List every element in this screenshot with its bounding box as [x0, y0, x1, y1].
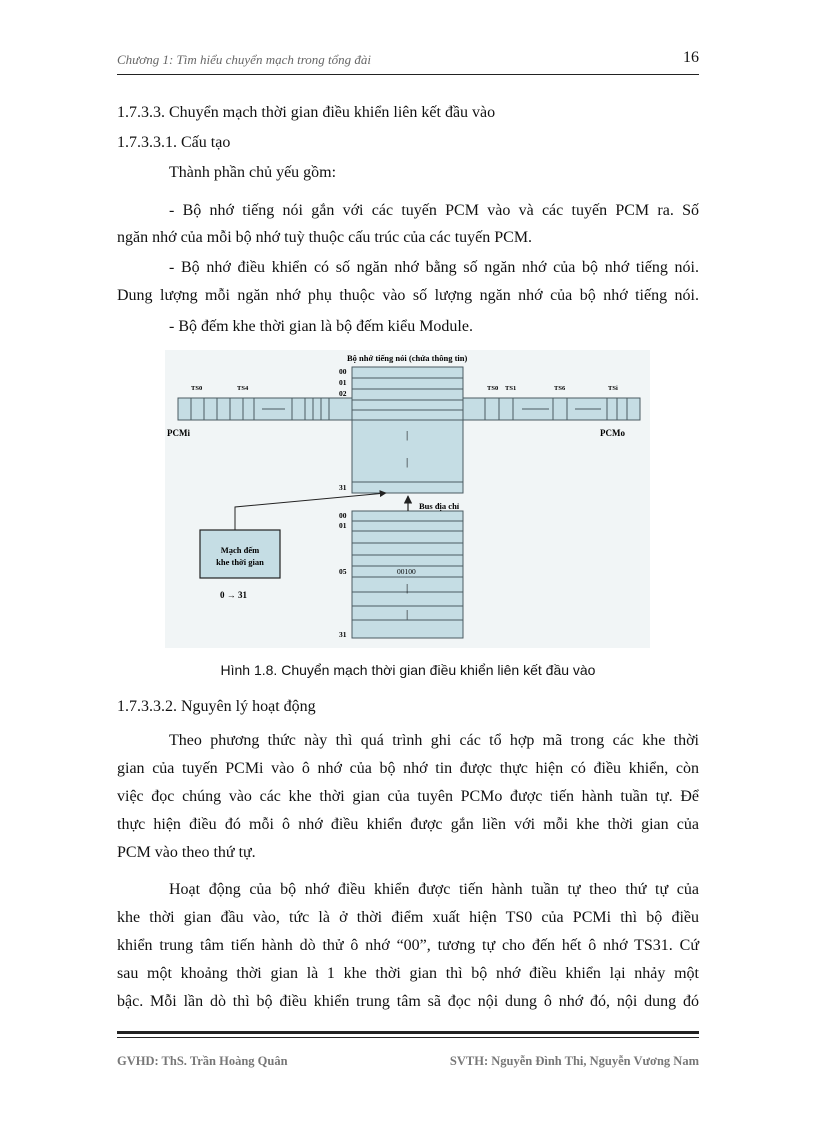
p1-line3: việc đọc chúng vào các khe thời gian của tuyên PCMo được tiến hành tuần tự. Để	[117, 788, 699, 805]
p2-line1: Hoạt động của bộ nhớ điều khiển được tiến hành tuần tự theo thứ tự của	[169, 881, 699, 898]
item1-line1: - Bộ nhớ tiếng nói gắn với các tuyến PCM vào và các tuyến PCM ra. Số	[169, 202, 699, 219]
p1-line4: thực hiện điều đó mỗi ô nhớ điều khiển được gắn liền với mỗi khe thời gian của	[117, 816, 699, 833]
speech-cell-31: 31	[339, 483, 347, 492]
speech-cell-02: 02	[339, 389, 347, 398]
item2-line1: - Bộ nhớ điều khiển có số ngăn nhớ bằng số ngăn nhớ của bộ nhớ tiếng nói.	[169, 259, 699, 276]
p2-line4: sau một khoảng thời gian là 1 khe thời gian thì bộ nhớ điều khiển lại nhảy một	[117, 965, 699, 982]
pcm-in-label: PCMi	[167, 428, 190, 438]
page-number: 16	[683, 49, 699, 66]
control-cell-05: 05	[339, 567, 347, 576]
header-rule	[117, 74, 699, 75]
footer-rule-thin	[117, 1037, 699, 1038]
p2-line5: bậc. Mỗi lần dò thì bộ điều khiển trung tâm sã đọc nội dung ô nhớ đó, nội dung đó	[117, 993, 699, 1010]
bus-label: Bus địa chỉ	[419, 501, 460, 511]
p2-line3: khiển trung tâm tiến hành dò thử ô nhớ “00”, tương tự cho đến hết ô nhớ TS31. Cứ	[117, 937, 699, 954]
pcm-in-ts0: TS0	[191, 385, 203, 392]
counter-line2: khe thời gian	[216, 557, 264, 567]
page-header	[117, 49, 699, 74]
pcm-in-frame	[178, 398, 352, 420]
footer-students: SVTH: Nguyễn Đình Thi, Nguyễn Vương Nam	[449, 1054, 699, 1068]
p1-line2: gian của tuyến PCMi vào ô nhớ của bộ nhớ tin được thực hiện có điều khiển, còn	[117, 760, 699, 777]
pcm-out-frame	[463, 398, 640, 420]
switching-diagram	[165, 350, 650, 648]
control-value: 00100	[397, 567, 416, 576]
footer-rule-thick	[117, 1031, 699, 1034]
speech-ellipsis-1: |	[406, 429, 409, 441]
speech-ellipsis-2: |	[406, 456, 409, 468]
figure-caption: Hình 1.8. Chuyển mạch thời gian điều khiển liên kết đầu vào	[220, 662, 596, 678]
pcm-out-ts0: TS0	[487, 385, 499, 392]
intro-text: Thành phần chủ yếu gồm:	[169, 164, 337, 181]
pcm-out-label: PCMo	[600, 428, 625, 438]
pcm-out-tsi: TSi	[608, 385, 618, 392]
control-ellipsis-1: |	[406, 582, 409, 594]
counter-line1: Mạch đếm	[220, 545, 260, 555]
item1-line2: ngăn nhớ của mỗi bộ nhớ tuỳ thuộc cấu trúc của các tuyến PCM.	[117, 229, 533, 246]
item3-text: - Bộ đếm khe thời gian là bộ đếm kiểu Module.	[169, 318, 473, 335]
counter-range: 0 → 31	[220, 590, 247, 600]
heading-structure: 1.7.3.3.1. Cấu tạo	[117, 134, 231, 151]
p1-line5: PCM vào theo thứ tự.	[117, 844, 256, 861]
heading-section: 1.7.3.3. Chuyển mạch thời gian điều khiển liên kết đầu vào	[117, 104, 496, 121]
control-cell-01: 01	[339, 521, 347, 530]
pcm-in-ts4: TS4	[237, 385, 249, 392]
control-ellipsis-2: |	[406, 608, 409, 620]
item2-line2: Dung lượng mỗi ngăn nhớ phụ thuộc vào số lượng ngăn nhớ của bộ nhớ tiếng nói.	[117, 287, 699, 304]
control-cell-00: 00	[339, 511, 347, 520]
p2-line2: khe thời gian đầu vào, tức là ở thời điểm xuất hiện TS0 của PCMi thì bộ điều	[117, 909, 699, 926]
p1-line1: Theo phương thức này thì quá trình ghi các tổ hợp mã trong các khe thời	[169, 732, 699, 749]
pcm-out-ts1: TS1	[505, 385, 517, 392]
control-cell-31: 31	[339, 630, 347, 639]
pcm-out-ts6: TS6	[554, 385, 566, 392]
heading-operation: 1.7.3.3.2. Nguyên lý hoạt động	[117, 698, 316, 715]
speech-cell-00: 00	[339, 367, 347, 376]
chapter-title: Chương 1: Tìm hiểu chuyển mạch trong tổng đài	[117, 52, 372, 67]
footer-advisor: GVHD: ThS. Trần Hoàng Quân	[117, 1054, 288, 1068]
speech-cell-01: 01	[339, 378, 347, 387]
speech-memory-title: Bộ nhớ tiếng nói (chứa thông tin)	[347, 353, 468, 363]
